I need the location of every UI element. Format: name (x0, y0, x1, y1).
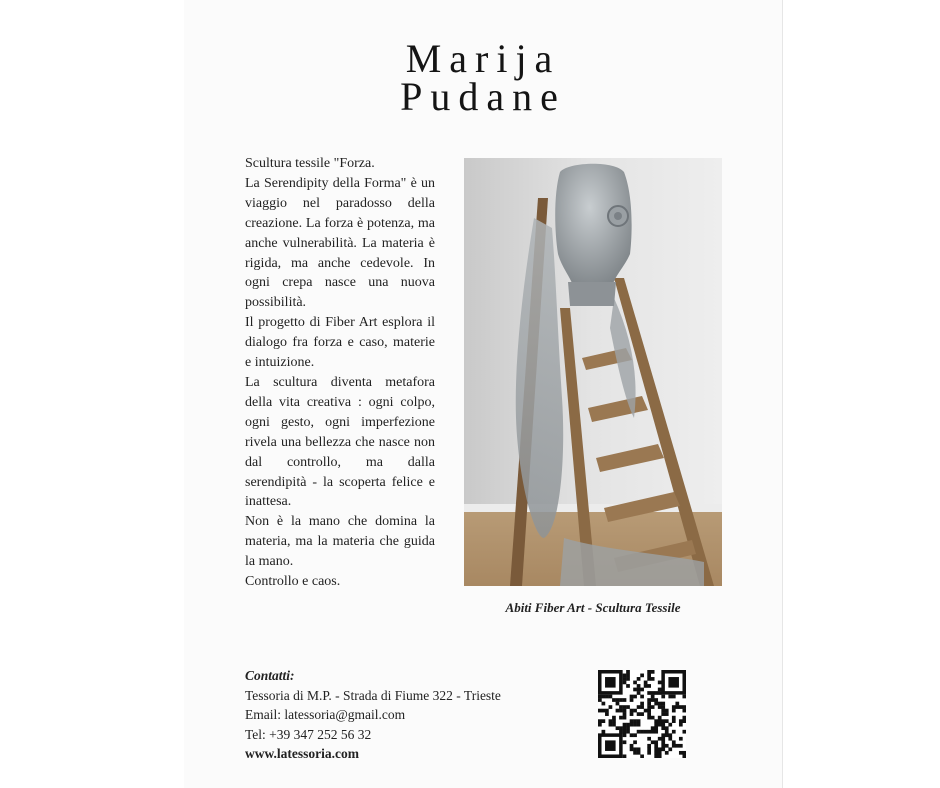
qr-code-graphic (598, 670, 686, 758)
artist-last-name: Pudane (400, 74, 566, 119)
contact-phone[interactable]: Tel: +39 347 252 56 32 (245, 726, 372, 742)
description-paragraph: La scultura diventa metafora della vita creativa : ogni colpo, ogni gesto, ogni imperfezione rivela una bellezza che nasce non dal controllo, ma dalla serendipità - la scoperta felice e inattesa. (245, 374, 435, 510)
description-paragraph: Controllo e caos. (245, 574, 341, 590)
contacts-heading: Contatti: (245, 668, 295, 683)
description-paragraph: Il progetto di Fiber Art esplora il dialogo fra forza e caso, materie e intuizione. (245, 315, 435, 371)
description-paragraph: Non è la mano che domina la materia, ma la materia che guida la mano. (245, 514, 435, 570)
photo-caption: Abiti Fiber Art - Scultura Tessile (505, 600, 681, 615)
artist-name (184, 36, 782, 119)
artist-first-name: Marija (405, 36, 561, 81)
contact-email[interactable]: Email: latessoria@gmail.com (245, 707, 406, 722)
artwork-description (245, 154, 435, 592)
description-paragraph: Scultura tessile "Forza. (245, 156, 375, 171)
sculpture-illustration (464, 158, 722, 586)
sculpture-photo (464, 158, 722, 586)
document-page (184, 0, 783, 788)
contact-address: Tessoria di M.P. - Strada di Fiume 322 - Trieste (245, 687, 501, 703)
contact-website[interactable]: www.latessoria.com (245, 746, 359, 761)
description-paragraph: La Serendipity della Forma" è un viaggio nel paradosso della creazione. La forza è potenza, ma anche vulnerabilità. La materia è rigida, ma anche cedevole. In ogni crepa nasce una nuova possibilità. (245, 175, 435, 311)
contact-block (245, 666, 575, 764)
qr-code[interactable] (598, 670, 686, 758)
